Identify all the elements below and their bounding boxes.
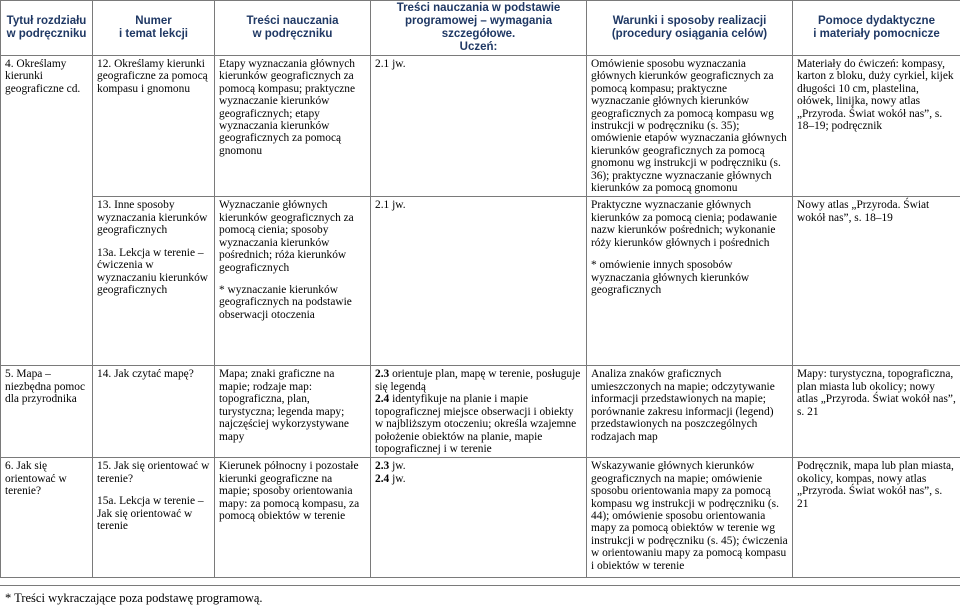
aids-cell (793, 197, 960, 366)
content-extra-text: * wyznaczanie kierunków geograficznych na podstawie obserwacji otoczenia (219, 283, 352, 321)
footnote: * Treści wykraczające poza podstawę programową. (5, 591, 263, 605)
header-content (215, 1, 371, 56)
page-divider (0, 585, 960, 586)
methods-text: Wskazywanie głównych kierunków geograficznych na mapie; omówienie sposobu orientowania mapy za pomocą kompasu wg instrukcji w podręczniku (s. 44); omówienie sposobu orientowania mapy za pomocą obiektów w terenie wg instrukcji w podręczniku (s. 45); ćwiczenia w orientowaniu mapy za pomocą kompasu i obiektów w terenie (591, 460, 788, 572)
header-lesson (93, 1, 215, 56)
lesson-title: 12. Określamy kierunki geograficzne za pomocą kompasu i gnomonu (97, 58, 208, 95)
methods-cell (587, 56, 793, 197)
requirement-number: 2.4 (375, 472, 390, 485)
table-row (1, 56, 960, 197)
methods-extra-text: * omówienie innych sposobów wyznaczania głównych kierunków geograficznych (591, 259, 750, 296)
content-text: Mapa; znaki graficzne na mapie; rodzaje map: topograficzna, plan, turystyczna; legenda mapy; najczęściej wykorzystywane mapy (219, 368, 349, 443)
aids-text: Mapy: turystyczna, topograficzna, plan miasta lub okolicy; nowy atlas „Przyroda. Świat wokół nas”, s. 21 (797, 368, 956, 418)
chapter-title: 5. Mapa – niezbędna pomoc dla przyrodnika (5, 368, 86, 406)
methods-cell (587, 366, 793, 458)
chapter-title: 4. Określamy kierunki geograficzne cd. (5, 58, 81, 95)
lesson-cell (93, 56, 215, 197)
chapter-cell (1, 366, 93, 458)
header-aids (793, 1, 960, 56)
content-cell (215, 458, 371, 578)
content-text: Kierunek północny i pozostałe kierunki geograficzne na mapie; sposoby orientowania mapy: za pomocą kompasu, za pomocą obiektów w terenie (219, 460, 360, 522)
header-row (1, 1, 960, 56)
content-text: Wyznaczanie głównych kierunków geograficznych za pomocą cienia; sposoby wyznaczania kierunków pośrednich; róża kierunków geograficznych (219, 199, 354, 274)
header-requirements (371, 1, 587, 56)
requirements-cell (371, 56, 587, 197)
header-text: (procedury osiągania celów) (611, 28, 768, 40)
methods-cell (587, 197, 793, 366)
methods-cell (587, 458, 793, 578)
requirement-item (375, 393, 582, 455)
header-text: Treści nauczania w podstawie (396, 2, 561, 14)
aids-cell (793, 56, 960, 197)
header-text: Warunki i sposoby realizacji (612, 15, 767, 27)
header-text: Uczeń: (459, 41, 498, 53)
requirements-cell (371, 366, 587, 458)
requirement-text: jw. (389, 472, 406, 485)
requirement-text: 2.1 jw. (375, 199, 406, 212)
aids-cell (793, 366, 960, 458)
requirement-text: orientuje plan, mapę w terenie, posługuje się legendą (375, 368, 581, 393)
requirement-item (375, 460, 582, 472)
header-text: Numer (135, 15, 172, 27)
methods-text: Omówienie sposobu wyznaczania głównych kierunków geograficznych za pomocą kompasu; praktyczne wyznaczanie głównych kierunków geograficznych za pomocą kompasu wg instrukcji w podręczniku (s. 35); omówienie etapów wyznaczania głównych kierunków geograficznych za pomocą gnomonu wg instrukcji w podręczniku (s. 36); praktyczne wyznaczanie głównych kierunków za pomocą gnomonu (591, 58, 787, 195)
header-methods (587, 1, 793, 56)
header-text: w podręczniku (6, 28, 87, 40)
table-row (1, 458, 960, 578)
lesson-title: 13. Inne sposoby wyznaczania kierunków geograficznych (97, 199, 208, 237)
header-text: i temat lekcji (118, 28, 189, 40)
header-chapter (1, 1, 93, 56)
header-text: w podręczniku (252, 28, 333, 40)
requirement-text: identyfikuje na planie i mapie topograficznej miejsce obserwacji i obiekty w najbliższym otoczeniu; określa wzajemne położenie obiektów na planie, mapie topograficznej i w terenie (375, 393, 577, 455)
aids-cell (793, 458, 960, 578)
content-text: Etapy wyznaczania głównych kierunków geograficznych za pomocą kompasu; praktyczne wyznaczanie kierunków geograficznych; etapy wyznaczania kierunków geograficznych za pomocą gnomonu (219, 58, 356, 157)
lesson-title-field: 15a. Lekcja w terenie – Jak się orientować w terenie (97, 495, 204, 532)
header-text: Pomoce dydaktyczne (818, 15, 935, 27)
table-row (1, 197, 960, 366)
chapter-cell (1, 56, 93, 366)
requirements-cell (371, 458, 587, 578)
requirement-text: jw. (389, 460, 406, 473)
content-cell (215, 366, 371, 458)
lesson-title-field: 13a. Lekcja w terenie – ćwiczenia w wyznaczaniu kierunków geograficznych (97, 246, 209, 296)
content-cell (215, 56, 371, 197)
lesson-title: 14. Jak czytać mapę? (97, 368, 194, 381)
requirements-cell (371, 197, 587, 366)
requirement-item (375, 368, 582, 393)
requirement-number: 2.3 (375, 368, 390, 381)
header-text: programowej – wymagania szczegółowe. (405, 15, 552, 40)
aids-text: Nowy atlas „Przyroda. Świat wokół nas”, s. 18–19 (797, 199, 930, 224)
lesson-cell (93, 458, 215, 578)
header-text: Treści nauczania (246, 15, 339, 27)
chapter-cell (1, 458, 93, 578)
methods-text: Praktyczne wyznaczanie głównych kierunków za pomocą cienia; podawanie nazw kierunków pośrednich; wykonanie róży kierunków głównych i pośrednich (591, 199, 777, 249)
lesson-title: 15. Jak się orientować w terenie? (97, 460, 210, 485)
requirement-number: 2.4 (375, 393, 390, 406)
requirement-item (375, 473, 582, 485)
aids-text: Podręcznik, mapa lub plan miasta, okolicy, kompas, nowy atlas „Przyroda. Świat wokół nas”, s. 21 (797, 460, 954, 510)
aids-text: Materiały do ćwiczeń: kompasy, karton z bloku, duży cyrkiel, kijek długości 10 cm, plastelina, ołówek, linijka, nowy atlas „Przyroda. Świat wokół nas”, s. 18–19; podręcznik (797, 58, 954, 133)
header-text: i materiały pomocnicze (813, 28, 940, 40)
lesson-cell (93, 197, 215, 366)
chapter-title: 6. Jak się orientować w terenie? (5, 460, 67, 498)
lesson-cell (93, 366, 215, 458)
requirement-text: 2.1 jw. (375, 58, 406, 70)
header-text: Tytuł rozdziału (6, 15, 87, 27)
content-cell (215, 197, 371, 366)
table-row (1, 366, 960, 458)
requirement-number: 2.3 (375, 460, 390, 473)
methods-text: Analiza znaków graficznych umieszczonych na mapie; odczytywanie informacji przedstawionych na mapie; porównanie zakresu informacji (legend) przedstawionych na poszczególnych rodzajach map (591, 368, 775, 443)
